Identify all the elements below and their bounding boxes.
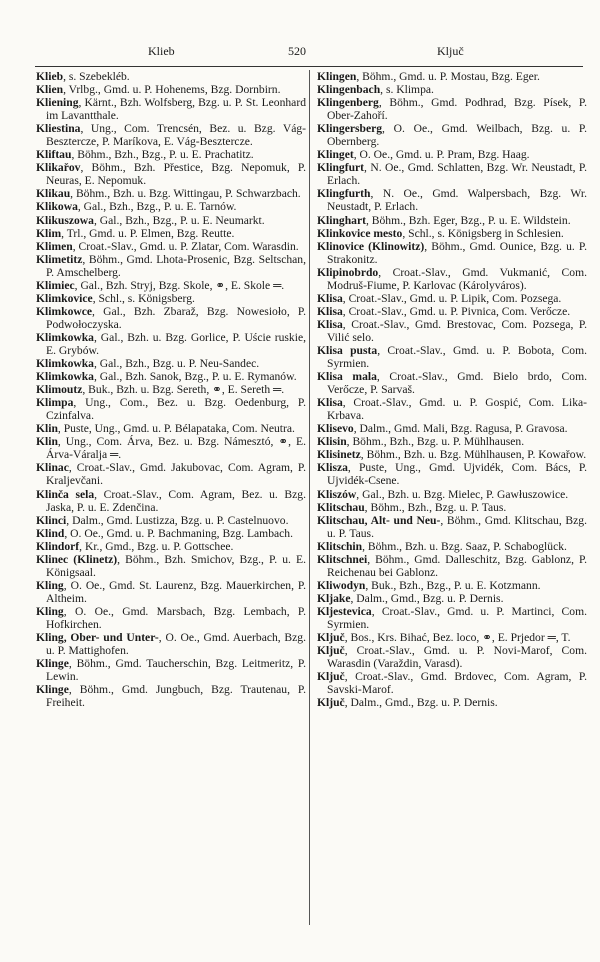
- entry-headword: Klingfurth: [317, 187, 371, 201]
- gazetteer-entry: [36, 96, 306, 122]
- entry-headword: Klingen: [317, 70, 357, 83]
- gazetteer-entry: [36, 605, 306, 631]
- entry-text: , N. Oe., Gmd. Walpersbach, Bzg. Wr. Neustadt, P. Erlach.: [327, 187, 587, 214]
- gazetteer-entry: [317, 696, 587, 709]
- entry-text: , Böhm., Gmd. Ounice, Bzg. u. P. Strakonitz.: [327, 239, 587, 266]
- column-divider: [309, 70, 310, 925]
- entry-headword: Klieb: [36, 70, 64, 83]
- gazetteer-entry: [317, 70, 587, 83]
- gazetteer-entry: [317, 161, 587, 187]
- entry-text: , Böhm., Bzh., Bzg. u. P. Taus.: [364, 500, 507, 514]
- entry-text: , Böhm., Gmd. Dalleschitz, Bzg. Gablonz, P. Reichenau bei Gablonz.: [327, 552, 587, 579]
- gazetteer-entry: [36, 461, 306, 487]
- entry-headword: Klimoutz: [36, 383, 83, 397]
- entry-headword: Klingenberg: [317, 96, 379, 110]
- entry-headword: Klisin: [317, 435, 347, 449]
- entry-text: , Schl., s. Königsberg in Schlesien.: [402, 226, 564, 240]
- entry-headword: Klitschin: [317, 539, 363, 553]
- gazetteer-entry: [317, 461, 587, 487]
- header-left-keyword: Klieb: [148, 44, 175, 58]
- gazetteer-entry: [36, 70, 306, 83]
- entry-headword: Klimen: [36, 239, 73, 253]
- gazetteer-entry: [36, 553, 306, 579]
- entry-headword: Kliftau: [36, 148, 72, 162]
- entry-text: , Croat.-Slav., Gmd. Bielo brdo, Com. Verőcze, P. Sarvaš.: [327, 370, 587, 397]
- gazetteer-entry: [317, 670, 587, 696]
- gazetteer-entry: [36, 187, 306, 200]
- entry-headword: Klisa: [317, 291, 343, 305]
- entry-text: , Vrlbg., Gmd. u. P. Hohenems, Bzg. Dornbirn.: [63, 83, 281, 97]
- entry-text: , Croat.-Slav., Gmd. Brestovac, Com. Pozsega, P. Vilić selo.: [327, 317, 587, 344]
- entry-headword: Klind: [36, 526, 65, 540]
- entry-text: , Dalm., Gmd., Bzg. u. P. Dernis.: [350, 591, 504, 605]
- entry-text: , O. Oe., Gmd. St. Laurenz, Bzg. Mauerkirchen, P. Altheim.: [46, 578, 306, 605]
- entry-headword: Kliestina: [36, 122, 81, 136]
- entry-text: , Böhm., Bzh. u. Bzg. Mühlhausen, P. Kowařow.: [360, 448, 587, 462]
- entry-headword: Klingersberg: [317, 122, 383, 136]
- entry-headword: Klinget: [317, 148, 354, 162]
- entry-headword: Klisinetz: [317, 448, 361, 462]
- entry-headword: Kling: [36, 604, 64, 618]
- entry-headword: Klipinobrdo: [317, 265, 379, 279]
- gazetteer-entry: [317, 422, 587, 435]
- gazetteer-entry: [317, 631, 587, 644]
- entry-text: , Böhm., Bzh. Přestice, Bzg. Nepomuk, P. Neuras, E. Nepomuk.: [46, 161, 306, 188]
- entry-text: , Böhm., Bzh., Bzg., P. u. E. Prachatitz.: [71, 148, 254, 162]
- entry-headword: Klimetitz: [36, 252, 83, 266]
- gazetteer-entry: [317, 240, 587, 266]
- entry-headword: Klimkowka: [36, 357, 94, 371]
- entry-text: , s. Szebekléb.: [63, 70, 130, 83]
- entry-text: , Dalm., Gmd. Lustizza, Bzg. u. P. Castelnuovo.: [66, 513, 289, 527]
- gazetteer-entry: [36, 227, 306, 240]
- entry-text: , Böhm., Bzh., Bzg. u. P. Mühlhausen.: [346, 435, 525, 449]
- entry-headword: Ključ: [317, 696, 345, 710]
- gazetteer-entry: [317, 370, 587, 396]
- entry-text: , Croat.-Slav., Gmd. u. P. Gospić, Com. Lika-Krbava.: [327, 396, 587, 423]
- gazetteer-entry: [36, 279, 306, 292]
- gazetteer-entry: [36, 683, 306, 709]
- gazetteer-entry: [317, 344, 587, 370]
- entry-headword: Klinovice (Klinowitz): [317, 239, 425, 253]
- entry-text: , Croat.-Slav., Gmd. u. P. Bobota, Com. Syrmien.: [327, 343, 588, 371]
- gazetteer-entry: [317, 266, 587, 292]
- entry-text: , Croat.-Slav., Gmd. u. P. Zlatar, Com. Warasdin.: [72, 239, 299, 253]
- entry-headword: Kliwodyn: [317, 578, 366, 592]
- entry-headword: Klim: [36, 226, 62, 240]
- entry-text: , Böhm., Gmd. u. P. Mostau, Bzg. Eger.: [356, 70, 540, 83]
- entry-headword: Kling, Ober- und Unter-: [36, 631, 159, 645]
- entry-headword: Klimkowce: [36, 304, 93, 318]
- entry-text: , Gal., Bzh., Bzg., P. u. E. Tarnów.: [77, 200, 237, 214]
- entry-headword: Klimpa: [36, 396, 74, 410]
- entry-text: , Croat.-Slav., Gmd. u. P. Pivnica, Com. Verőcze.: [342, 304, 571, 318]
- gazetteer-entry: [36, 214, 306, 227]
- entry-headword: Klinac: [36, 461, 69, 475]
- gazetteer-entry: [317, 644, 587, 670]
- entry-headword: Klitschau, Alt- und Neu-: [317, 513, 441, 527]
- gazetteer-entry: [317, 96, 587, 122]
- entry-headword: Klinec (Klinetz): [36, 552, 118, 566]
- entry-text: , Gal., Bzh. Stryj, Bzg. Skole, ⚭, E. Skole ═.: [74, 278, 285, 292]
- entry-text: , Puste, Ung., Gmd. Ujvidék, Com. Bács, P. Ujvidék-Csene.: [327, 461, 587, 488]
- entry-text: , Croat.-Slav., Gmd. u. P. Martinci, Com. Syrmien.: [327, 604, 587, 631]
- gazetteer-entry: [317, 592, 587, 605]
- entry-headword: Ključ: [317, 670, 345, 684]
- gazetteer-entry: [317, 540, 587, 553]
- gazetteer-entry: [36, 240, 306, 253]
- entry-text: , Gal., Bzh. u. Bzg. Mielec, P. Gawłuszowice.: [356, 487, 569, 501]
- entry-text: , Gal., Bzh., Bzg., P. u. E. Neumarkt.: [93, 213, 265, 227]
- entry-headword: Klin: [36, 422, 58, 436]
- gazetteer-entry: [317, 305, 587, 318]
- entry-headword: Klisa mala: [317, 370, 377, 384]
- entry-headword: Klimkovice: [36, 291, 93, 305]
- entry-text: , Böhm., Gmd. Jungbuch, Bzg. Trautenau, P. Freiheit.: [46, 683, 306, 710]
- entry-headword: Klin: [36, 435, 58, 449]
- entry-text: , Böhm., Gmd. Klitschau, Bzg. u. P. Taus.: [327, 513, 587, 540]
- entry-text: , Böhm., Gmd. Lhota-Prosenic, Bzg. Seltschan, P. Amschelberg.: [46, 252, 306, 279]
- entry-text: , Croat.-Slav., Gmd. u. P. Lipik, Com. Pozsega.: [342, 291, 562, 305]
- entry-headword: Klindorf: [36, 539, 80, 553]
- entry-headword: Klisa pusta: [317, 343, 378, 357]
- gazetteer-entry: [317, 448, 587, 461]
- entry-headword: Klimkowka: [36, 370, 94, 384]
- gazetteer-entry: [36, 83, 306, 96]
- entry-text: , Bos., Krs. Bihać, Bez. loco, ⚭, E. Prjedor ═, T.: [344, 631, 571, 645]
- entry-headword: Klimkowka: [36, 330, 94, 344]
- entry-text: , Schl., s. Königsberg.: [92, 291, 195, 305]
- gazetteer-entry: [36, 540, 306, 553]
- entry-text: , Gal., Bzh. Sanok, Bzg., P. u. E. Rymanów.: [93, 370, 297, 384]
- entry-headword: Klikařov: [36, 161, 81, 175]
- entry-headword: Ključ: [317, 631, 345, 645]
- entry-text: , Buk., Bzh., Bzg., P. u. E. Kotzmann.: [365, 578, 541, 592]
- entry-text: , O. Oe., Gmd. Marsbach, Bzg. Lembach, P. Hofkirchen.: [46, 604, 306, 631]
- entry-headword: Klisa: [317, 304, 343, 318]
- entry-text: , O. Oe., Gmd. u. P. Pram, Bzg. Haag.: [353, 148, 530, 162]
- gazetteer-entry: [317, 435, 587, 448]
- gazetteer-entry: [36, 292, 306, 305]
- gazetteer-entry: [317, 214, 587, 227]
- page-header: [0, 44, 600, 64]
- entry-text: , s. Klimpa.: [380, 83, 434, 97]
- entry-headword: Kliening: [36, 96, 79, 110]
- entry-text: , Böhm., Gmd. Taucherschin, Bzg. Leitmeritz, P. Lewin.: [46, 657, 306, 684]
- gazetteer-entry: [317, 148, 587, 161]
- entry-headword: Klien: [36, 83, 64, 97]
- entry-text: , Gal., Bzh. Zbaraž, Bzg. Nowesioło, P. Podwołoczyska.: [46, 304, 306, 331]
- entry-headword: Klisa: [317, 317, 343, 331]
- entry-headword: Klitschnei: [317, 552, 368, 566]
- entry-text: , Croat.-Slav., Gmd. Brdovec, Com. Agram, P. Savski-Marof.: [327, 670, 587, 697]
- entry-text: , Puste, Ung., Gmd. u. P. Bélapataka, Com. Neutra.: [57, 422, 295, 436]
- entry-text: , Ung., Com., Bez. u. Bzg. Oedenburg, P. Czinfalva.: [46, 396, 306, 423]
- gazetteer-entry: [36, 422, 306, 435]
- gazetteer-entry: [36, 657, 306, 683]
- gazetteer-entry: [317, 488, 587, 501]
- entry-text: , O. Oe., Gmd. Weilbach, Bzg. u. P. Obernberg.: [327, 122, 587, 149]
- entry-text: , Kr., Gmd., Bzg. u. P. Gottschee.: [79, 539, 234, 553]
- entry-headword: Ključ: [317, 644, 345, 658]
- entry-headword: Klinge: [36, 683, 69, 697]
- gazetteer-entry: [317, 187, 587, 213]
- entry-headword: Klikowa: [36, 200, 78, 214]
- entry-text: , Böhm., Bzh. Smichov, Bzg., P. u. E. Königsaal.: [46, 552, 306, 579]
- entry-text: , Ung., Com. Trencsén, Bez. u. Bzg. Vág-Besztercze, P. Maríkova, E. Vág-Besztercze.: [46, 122, 306, 149]
- entry-text: , Gal., Bzh. u. Bzg. Gorlice, P. Uście ruskie, E. Grybów.: [46, 330, 306, 357]
- gazetteer-entry: [317, 579, 587, 592]
- gazetteer-entry: [36, 514, 306, 527]
- entry-headword: Klikuszowa: [36, 213, 94, 227]
- gazetteer-entry: [317, 83, 587, 96]
- gazetteer-entry: [36, 435, 306, 461]
- entry-text: , O. Oe., Gmd. u. P. Bachmaning, Bzg. Lambach.: [64, 526, 293, 540]
- entry-text: , Croat.-Slav., Gmd. Vukmanić, Com. Modruš-Fiume, P. Karlovac (Károlyváros).: [327, 265, 587, 292]
- entry-text: , Kärnt., Bzh. Wolfsberg, Bzg. u. P. St. Leonhard im Lavantthale.: [46, 96, 306, 123]
- entry-text: , Böhm., Bzh. u. Bzg. Wittingau, P. Schwarzbach.: [70, 187, 301, 201]
- gazetteer-entry: [36, 370, 306, 383]
- gazetteer-entry: [36, 527, 306, 540]
- entry-headword: Klingenbach: [317, 83, 381, 97]
- entry-headword: Klinghart: [317, 213, 366, 227]
- entry-headword: Klisa: [317, 396, 343, 410]
- right-column: [317, 70, 587, 709]
- gazetteer-entry: [36, 253, 306, 279]
- entry-text: , Croat.-Slav., Com. Agram, Bez. u. Bzg. Jaska, P. u. E. Zdenčina.: [46, 487, 306, 514]
- gazetteer-entry: [36, 357, 306, 370]
- entry-headword: Klisevo: [317, 422, 354, 436]
- entry-text: , Dalm., Gmd., Bzg. u. P. Dernis.: [344, 696, 498, 710]
- header-rule: [35, 66, 583, 67]
- gazetteer-entry: [317, 318, 587, 344]
- entry-headword: Klimiec: [36, 278, 75, 292]
- page-number: 520: [288, 44, 306, 58]
- gazetteer-entry: [36, 200, 306, 213]
- gazetteer-entry: [317, 292, 587, 305]
- entry-text: , Croat.-Slav., Gmd. u. P. Novi-Marof, Com. Warasdin (Varaždin, Varasd).: [327, 644, 587, 671]
- gazetteer-entry: [36, 631, 306, 657]
- gazetteer-entry: [36, 148, 306, 161]
- entry-headword: Klinča sela: [36, 487, 95, 501]
- entry-headword: Kling: [36, 578, 64, 592]
- gazetteer-entry: [317, 227, 587, 240]
- entry-headword: Klisza: [317, 461, 348, 475]
- gazetteer-entry: [317, 553, 587, 579]
- entry-text: , Böhm., Gmd. Podhrad, Bzg. Písek, P. Ober-Zahoří.: [327, 96, 587, 123]
- entry-text: , Croat.-Slav., Gmd. Jakubovac, Com. Agram, P. Kraljevčani.: [46, 461, 306, 488]
- gazetteer-entry: [36, 396, 306, 422]
- entry-headword: Klitschau: [317, 500, 365, 514]
- entry-headword: Klinci: [36, 513, 67, 527]
- gazetteer-entry: [317, 396, 587, 422]
- gazetteer-entry: [317, 122, 587, 148]
- entry-text: , Trl., Gmd. u. P. Elmen, Bzg. Reutte.: [61, 226, 235, 240]
- entry-headword: Klinkovice mesto: [317, 226, 403, 240]
- left-column: [36, 70, 306, 709]
- gazetteer-entry: [36, 488, 306, 514]
- entry-text: , N. Oe., Gmd. Schlatten, Bzg. Wr. Neustadt, P. Erlach.: [327, 161, 587, 188]
- entry-text: , O. Oe., Gmd. Auerbach, Bzg. u. P. Mattighofen.: [46, 631, 307, 658]
- entry-headword: Kljestevica: [317, 604, 372, 618]
- entry-text: , Böhm., Bzh. u. Bzg. Saaz, P. Schaboglück.: [362, 539, 567, 553]
- gazetteer-entry: [36, 579, 306, 605]
- gazetteer-entry: [317, 501, 587, 514]
- entry-headword: Klinge: [36, 657, 69, 671]
- entry-headword: Kljake: [317, 591, 351, 605]
- entry-text: , Dalm., Gmd. Mali, Bzg. Ragusa, P. Gravosa.: [353, 422, 568, 436]
- entry-text: , Gal., Bzh., Bzg. u. P. Neu-Sandec.: [93, 357, 260, 371]
- gazetteer-entry: [36, 331, 306, 357]
- gazetteer-entry: [36, 305, 306, 331]
- header-right-keyword: Ključ: [437, 44, 464, 58]
- entry-headword: Klikau: [36, 187, 71, 201]
- gazetteer-entry: [317, 514, 587, 540]
- gazetteer-entry: [36, 161, 306, 187]
- gazetteer-entry: [317, 605, 587, 631]
- entry-headword: Klingfurt: [317, 161, 365, 175]
- entry-text: , Buk., Bzh. u. Bzg. Sereth, ⚭, E. Sereth ═.: [82, 383, 285, 397]
- gazetteer-entry: [36, 122, 306, 148]
- entry-headword: Kliszów: [317, 487, 357, 501]
- gazetteer-entry: [36, 383, 306, 396]
- entry-text: , Ung., Com. Árva, Bez. u. Bzg. Námesztó, ⚭, E. Árva-Váralja ═.: [46, 435, 306, 462]
- entry-text: , Böhm., Bzh. Eger, Bzg., P. u. E. Wildstein.: [365, 213, 571, 227]
